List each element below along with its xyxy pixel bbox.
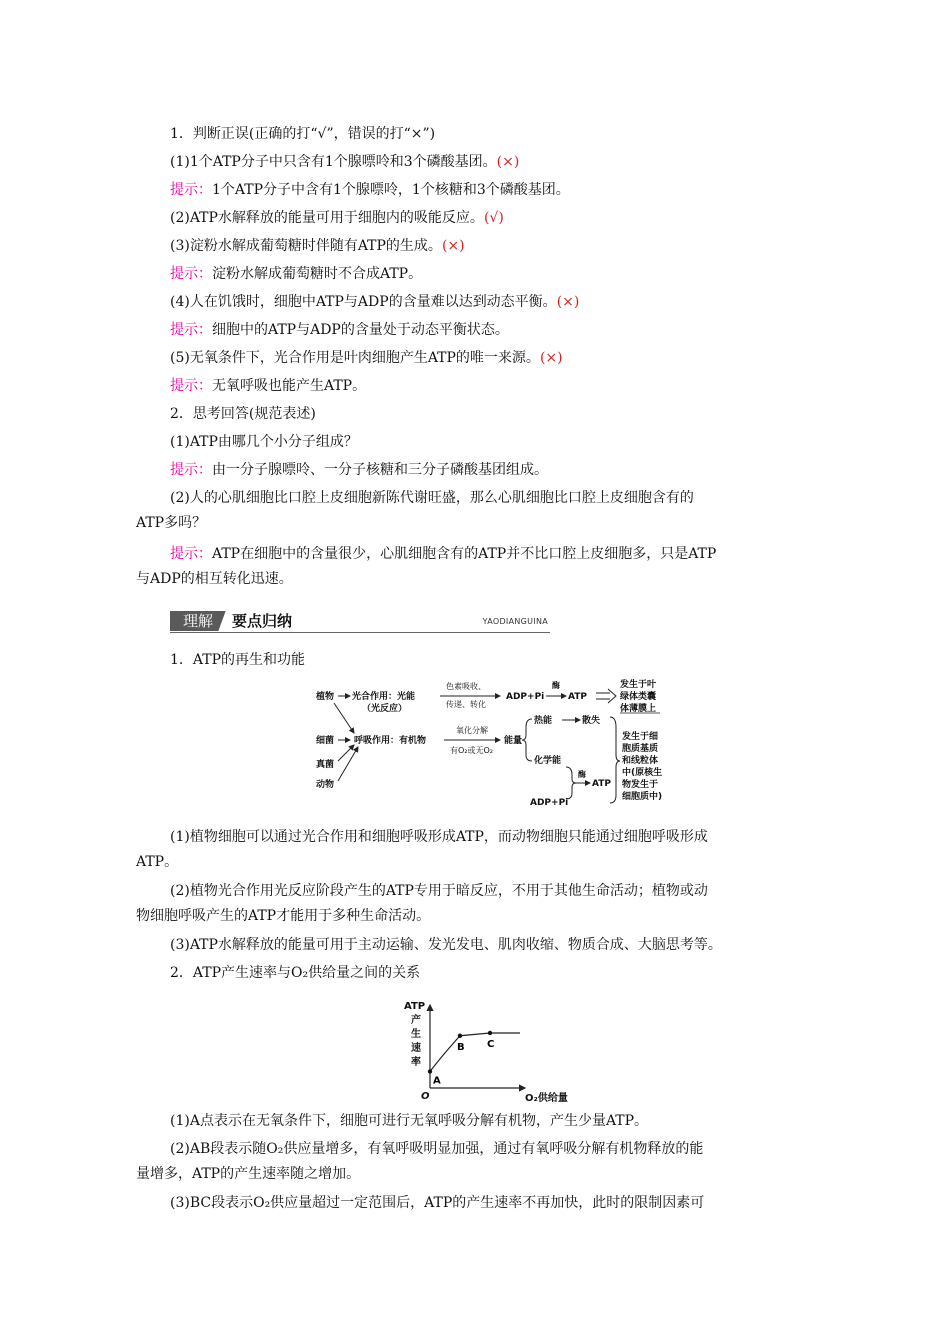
- hint-5: [170, 376, 366, 396]
- location-brace: [610, 717, 620, 803]
- judge-item-text: (4)人在饥饿时，细胞中ATP与ADP的含量难以达到动态平衡。: [170, 294, 557, 310]
- diagram-pigment-1: 色素吸收、: [446, 682, 486, 691]
- point1-para3: (3)ATP水解释放的能量可用于主动运输、发光发电、肌肉收缩、物质合成、大脑思考等。: [170, 937, 722, 953]
- question-1: (1)ATP由哪几个小分子组成？: [170, 434, 358, 450]
- loc1-line1: 发生于叶: [620, 680, 657, 690]
- question-2-line1: (2)人的心肌细胞比口腔上皮细胞新陈代谢旺盛，那么心肌细胞比口腔上皮细胞含有的: [170, 490, 694, 506]
- answer-1: [170, 460, 548, 480]
- point1-para2-line1: (2)植物光合作用光反应阶段产生的ATP专用于暗反应，不用于其他生命活动；植物或动: [170, 883, 708, 899]
- judge-item-3: [170, 236, 465, 256]
- hint-label: 提示：: [170, 322, 212, 338]
- judge-item-text: (5)无氧条件下，光合作用是叶肉细胞产生ATP的唯一来源。: [170, 350, 540, 366]
- arrow-animal-resp: [338, 747, 358, 781]
- judge-mark: (×): [441, 238, 465, 254]
- judge-item-2: [170, 208, 504, 228]
- hint-text: 1个ATP分子中含有1个腺嘌呤，1个核糖和3个磷酸基团。: [212, 182, 570, 198]
- point2-line2a: (2)AB段表示随O₂供应量增多，有氧呼吸明显加强，通过有氧呼吸分解有机物释放的能: [170, 1141, 704, 1157]
- answer-2-line2: 与ADP的相互转化迅速。: [136, 571, 293, 587]
- diagram-atp: ATP: [568, 692, 588, 702]
- diagram-heat: 热能: [534, 716, 553, 726]
- judge-item-text: (2)ATP水解释放的能量可用于细胞内的吸能反应。: [170, 210, 484, 226]
- diagram-light-reaction: （光反应）: [362, 704, 408, 714]
- point2-line2b: 量增多，ATP的产生速率随之增加。: [136, 1166, 361, 1182]
- diagram-chemical: 化学能: [534, 756, 562, 766]
- x-axis-label: O₂供给量: [525, 1093, 568, 1104]
- hint-label: 提示：: [170, 378, 212, 394]
- diagram-photosynthesis: 光合作用：光能: [352, 692, 416, 702]
- judge-item-text: (3)淀粉水解成葡萄糖时伴随有ATP的生成。: [170, 238, 442, 254]
- judge-item-4: [170, 292, 579, 312]
- diagram-enzyme-2: 酶: [578, 770, 586, 779]
- point1-para2-line2: 物细胞呼吸产生的ATP才能用于多种生命活动。: [136, 908, 431, 924]
- diagram-energy: 能量: [504, 736, 523, 746]
- section2-heading: 2．思考回答(规范表述): [170, 406, 316, 422]
- point2-line1: (1)A点表示在无氧条件下，细胞可进行无氧呼吸分解有机物，产生少量ATP。: [170, 1113, 649, 1129]
- banner-rule: [170, 632, 550, 633]
- chart-point-a: [428, 1069, 432, 1073]
- point1-heading: 1．ATP的再生和功能: [170, 652, 306, 668]
- diagram-plant: 植物: [316, 692, 335, 702]
- arrow-plant-resp: [334, 703, 354, 733]
- hint-text: ATP在细胞中的含量很少，心肌细胞含有的ATP并不比口腔上皮细胞多，只是ATP: [212, 546, 717, 562]
- double-arrow: [596, 689, 616, 703]
- hint-1: [170, 180, 570, 200]
- chart-point-label-b: B: [457, 1041, 465, 1053]
- loc2-line5: 物发生于: [622, 780, 659, 790]
- question-2-line2: ATP多吗？: [136, 515, 207, 531]
- atp-rate-chart: [395, 995, 585, 1107]
- point1-para1-line1: (1)植物细胞可以通过光合作用和细胞呼吸形成ATP，而动物细胞只能通过细胞呼吸形成: [170, 829, 708, 845]
- hint-label: 提示：: [170, 266, 212, 282]
- loc2-line2: 胞质基质: [622, 744, 659, 754]
- diagram-lost: 散失: [582, 716, 601, 726]
- judge-mark: (×): [556, 294, 580, 310]
- y-label-char-4: 率: [411, 1057, 421, 1068]
- hint-text: 淀粉水解成葡萄糖时不合成ATP。: [212, 266, 423, 282]
- loc1-line2: 绿体类囊: [620, 692, 657, 702]
- energy-brace: [522, 719, 532, 761]
- diagram-o2-condition: 有O₂或无O₂: [450, 746, 494, 755]
- loc2-line3: 和线粒体: [622, 756, 659, 766]
- section-banner: [170, 611, 550, 633]
- hint-text: 由一分子腺嘌呤、一分子核糖和三分子磷酸基团组成。: [212, 462, 548, 478]
- diagram-pigment-2: 传递、转化: [446, 700, 486, 709]
- diagram-oxidation: 氧化分解: [456, 726, 488, 735]
- judge-mark: (√): [483, 210, 504, 226]
- y-label-char-2: 生: [411, 1029, 421, 1040]
- atp-regeneration-diagram: [310, 675, 680, 811]
- point1-para1-line2: ATP。: [136, 854, 179, 870]
- banner-title: 要点归纳: [232, 612, 293, 630]
- hint-label: 提示：: [170, 462, 212, 478]
- hint-3: [170, 264, 422, 284]
- banner-tag: 理解: [170, 611, 226, 631]
- loc2-line6: 细胞质中): [622, 792, 663, 802]
- diagram-adp-pi-2: ADP+Pi: [530, 798, 569, 808]
- section1-heading: 1．判断正误(正确的打“√”，错误的打“×”): [170, 126, 436, 142]
- chart-point-label-a: A: [433, 1075, 441, 1087]
- loc2-line4: 中(原核生: [622, 768, 663, 778]
- hint-label: 提示：: [170, 546, 212, 562]
- diagram-enzyme: 酶: [552, 681, 560, 690]
- loc1-line3: 体薄膜上: [620, 704, 657, 714]
- chem-brace: [566, 767, 576, 799]
- hint-text: 细胞中的ATP与ADP的含量处于动态平衡状态。: [212, 322, 509, 338]
- diagram-atp-2: ATP: [592, 779, 612, 789]
- y-label-atp: ATP: [404, 1001, 426, 1012]
- y-label-char-1: 产: [411, 1015, 421, 1026]
- judge-item-1: [170, 152, 519, 172]
- diagram-adp-pi: ADP+Pi: [506, 692, 545, 702]
- point2-heading: 2．ATP产生速率与O₂供给量之间的关系: [170, 965, 421, 981]
- chart-point-c: [488, 1031, 492, 1035]
- loc2-line1: 发生于细: [622, 732, 659, 742]
- judge-item-text: (1)1个ATP分子中只含有1个腺嘌呤和3个磷酸基团。: [170, 154, 497, 170]
- hint-4: [170, 320, 509, 340]
- hint-text: 无氧呼吸也能产生ATP。: [212, 378, 367, 394]
- hint-label: 提示：: [170, 182, 212, 198]
- chart-point-b: [458, 1034, 462, 1038]
- chart-series-line: [430, 1033, 520, 1072]
- origin-label: O: [421, 1091, 430, 1102]
- diagram-fungi: 真菌: [316, 760, 335, 770]
- judge-item-5: [170, 348, 563, 368]
- chart-point-label-c: C: [487, 1039, 495, 1050]
- point2-line3: (3)BC段表示O₂供应量超过一定范围后，ATP的产生速率不再加快，此时的限制因素可: [170, 1195, 705, 1211]
- diagram-animal: 动物: [316, 780, 335, 790]
- banner-english: YAODIANGUINA: [482, 617, 548, 626]
- judge-mark: (×): [496, 154, 520, 170]
- diagram-respiration: 呼吸作用：有机物: [354, 736, 427, 746]
- y-label-char-3: 速: [411, 1043, 421, 1054]
- diagram-bacteria: 细菌: [316, 736, 335, 746]
- answer-2-line1: [170, 544, 716, 564]
- judge-mark: (×): [539, 350, 563, 366]
